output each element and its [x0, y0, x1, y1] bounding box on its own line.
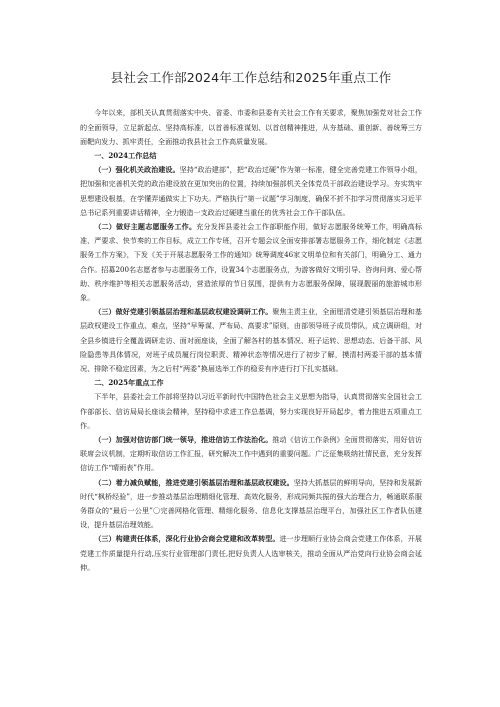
item-text: 聚焦主责主业，全面厘清党建引领基层治理和基层政权建设工作重点、难点，坚持“早筹谋、严布局、高要求”原则，由部领导班子成员带队，成立调研组，对全县乡镇进行全覆盖调研走访、面对面座谈，全面了解各村的基本情况、班子运转、思想动态、后备干部、风险隐患等具体情况，对班子成员履行岗位职责、精神状态等情况进行了初步了解，摸清村两委干部的基本情况、排除不稳定因素，为之后村“两委”换届选举工作的稳妥有序进行打下扎实基础。	[80, 307, 423, 374]
section-2-item-3	[80, 532, 422, 575]
item-text: 进一步理顺行业协会商会党建工作体系，开展党建工作质量提升行动,压实行业管理部门责任,把好负责人人选审核关，推动全面从严治党向行业协会商会延伸。	[80, 534, 423, 572]
section-2-item-1	[80, 433, 422, 476]
section-1-item-3	[80, 305, 422, 376]
document-title: 县社会工作部2024年工作总结和2025年重点工作	[110, 70, 392, 85]
section-1-item-1	[80, 163, 422, 220]
item-lead: （二）着力减负赋能，推进党建引领基层治理和基层政权建设。	[94, 477, 294, 487]
section-2-heading: 二、2025年重点工作	[94, 378, 164, 388]
item-text: 坚持“政治建部”，把“政治过硬”作为第一标准，健全完善党建工作领导小组，把加强和完善机关党的政治建设放在更加突出的位置，持续加强部机关全体党员干部政治建设学习。夯实筑牢思想建设根基，在学懂弄通做实上下功夫。严格执行“第一议题”学习制度，确保不折不扣学习贯彻落实习近平总书记系列重要讲话精神，全力锻造一支政治过硬建当重任的优秀社会工作干部队伍。	[80, 165, 423, 217]
section-1-heading: 一、2024工作总结	[94, 150, 157, 160]
item-lead: （一）加强对信访部门统一领导，推进信访工作法治化。	[94, 435, 273, 445]
section-1-item-2	[80, 220, 422, 305]
item-lead: （三）做好党建引领基层治理和基层政权建设调研工作。	[94, 307, 273, 317]
item-text: 充分发挥县委社会工作部职能作用，做好志愿服务统筹工作，明确高标准、严要求、快节奏的工作目标，成立工作专班，召开专题会议全面安排部署志愿服务工作，细化制定《志愿服务工作方案》，下发《关于开展志愿服务工作的通知》统筹调度46家文明单位和有关部门，明确分工、通力合作。招募200名志愿者参与志愿服务工作，设置34个志愿服务点，为游客做好文明引导、咨询问询、爱心帮助、秩序维护等相关志愿服务活动，营造浓厚的节日氛围，提供有力志愿服务保障，展现靓丽的旅游城市形象。	[80, 221, 422, 302]
item-lead: （一）强化机关政治建设。	[94, 165, 180, 175]
section-2-intro: 下半年，县委社会工作部将坚持以习近平新时代中国特色社会主义思想为指导，认真贯彻落实全国社会工作部部长、信访局局长座谈会精神，坚持稳中求进工作总基调，努力实现良好开局起步，着力推进五项重点工作。	[80, 392, 422, 430]
item-text: 坚持大抓基层的鲜明导向，坚持和发展新时代“枫桥经验”，进一步推动基层治理精细化管理、高效化服务，形成同频共振的强大治理合力，畅通联系服务群众的“最后一公里”〇完善网格化管理、精细化服务、信息化支撑基层治理平台，加强社区工作者队伍建设，提升基层治理效能。	[80, 477, 423, 530]
item-lead: （二）做好主题志愿服务工作。	[94, 221, 197, 231]
intro-paragraph: 今年以来，部机关认真贯彻落实中央、省委、市委和县委有关社会工作有关要求，聚焦加强党对社会工作的全面领导，立足新起点、坚持高标准，以首善标准谋划、以首创精神推进，从夯基础、重创新、善统筹三方面靶向发力、抓牢责任，全面推动我县社会工作高质量发展。	[80, 108, 422, 146]
item-lead: （三）构建责任体系，深化行业协会商会党建和改革转型。	[94, 534, 280, 544]
section-2-item-2	[80, 476, 422, 533]
item-text: 推动《信访工作条例》全面贯彻落实，用好信访联席会议机制，定期听取信访工作汇报，研究解决工作中遇到的重要问题。广泛征集吸纳社情民意，充分发挥信访工作“晴雨表”作用。	[80, 435, 423, 473]
